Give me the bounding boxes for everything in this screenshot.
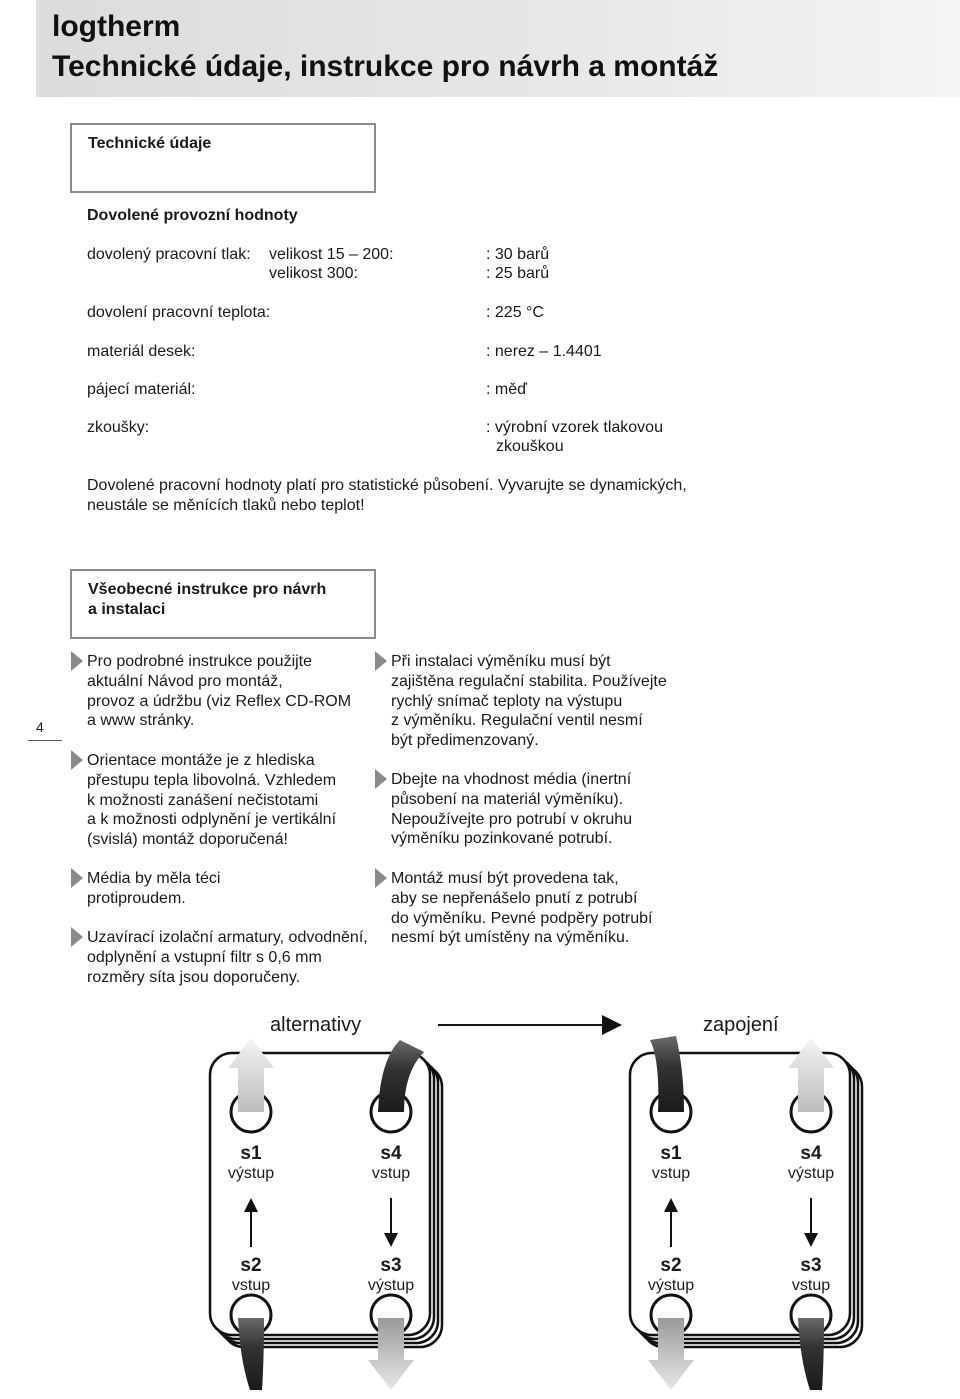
tests-value-2: zkouškou — [496, 438, 564, 455]
line: působení na materiál výměníku). — [391, 790, 624, 808]
port-label: s1 — [660, 1143, 682, 1164]
tech-note-1: Dovolené pracovní hodnoty platí pro statistické působení. Vyvarujte se dynamických, — [87, 477, 687, 494]
line: být předimenzovaný. — [391, 732, 539, 750]
line: zajištěna regulační stabilita. Používejte — [391, 672, 667, 690]
line: nesmí být umístěny na výměníku. — [391, 929, 630, 947]
port-label: s4 — [380, 1143, 402, 1164]
line: rychlý snímač teploty na výstupu — [391, 692, 623, 710]
size1-label: velikost 15 – 200: — [269, 246, 394, 263]
port-s2-left — [211, 1256, 291, 1296]
port-sublabel: výstup — [367, 1277, 415, 1294]
line: Média by měla téci — [87, 870, 221, 887]
line: přestupu tepla libovolná. Vzhledem — [87, 771, 337, 789]
port-sublabel: vstup — [231, 1277, 271, 1294]
exchanger-right — [630, 1036, 862, 1390]
line: aktuální Návod pro montáž, — [87, 672, 283, 690]
tech-subtitle: Dovolené provozní hodnoty — [87, 207, 298, 224]
line: do výměníku. Pevné podpěry potrubí — [391, 909, 653, 927]
line: Dbejte na vhodnost média (inertní — [391, 771, 632, 788]
line: rozměry síta jsou doporučeny. — [87, 968, 301, 986]
port-s1-left — [211, 1144, 291, 1184]
line: Orientace montáže je z hlediska — [87, 752, 315, 769]
port-label: s4 — [800, 1143, 822, 1164]
port-s2-right — [631, 1256, 711, 1296]
port-sublabel: výstup — [647, 1277, 695, 1294]
line: protiproudem. — [87, 889, 186, 907]
plates-value: : nerez – 1.4401 — [486, 343, 602, 360]
port-s1-right — [631, 1144, 711, 1184]
section-title-tech: Technické údaje — [88, 135, 212, 152]
solder-value: : měď — [486, 381, 527, 398]
line: odplynění a vstupní filtr s 0,6 mm — [87, 948, 322, 966]
tests-label: zkoušky: — [87, 419, 150, 436]
line: Montáž musí být provedena tak, — [391, 870, 619, 887]
temp-value: : 225 °C — [486, 304, 544, 321]
port-label: s3 — [380, 1255, 402, 1276]
exchanger-left — [210, 1038, 442, 1390]
line: Uzavírací izolační armatury, odvodnění, — [87, 929, 368, 946]
section-title-general-1: Všeobecné instrukce pro návrh — [88, 581, 327, 598]
line: (svislá) montáž doporučená! — [87, 831, 288, 849]
temp-label: dovolení pracovní teplota: — [87, 304, 271, 321]
line: a k možnosti odplynění je vertikální — [87, 811, 337, 829]
line: Nepoužívejte pro potrubí v okruhu — [391, 810, 633, 828]
size2-value: : 25 barů — [486, 265, 550, 282]
diagram-label-connection: zapojení — [703, 1014, 779, 1036]
port-s3-right — [771, 1256, 851, 1296]
port-sublabel: výstup — [787, 1165, 835, 1182]
port-s3-left — [351, 1256, 431, 1296]
section-title-general-2: a instalaci — [88, 601, 166, 618]
line: Pro podrobné instrukce použijte — [87, 653, 313, 670]
size1-value: : 30 barů — [486, 246, 550, 263]
line: výměníku pozinkované potrubí. — [391, 830, 613, 848]
line: Při instalaci výměníku musí být — [391, 653, 611, 670]
port-label: s2 — [240, 1255, 262, 1276]
line: aby se nepřenášelo pnutí z potrubí — [391, 889, 638, 907]
port-sublabel: vstup — [791, 1277, 831, 1294]
line: a www stránky. — [87, 712, 195, 730]
port-s4-right — [771, 1144, 851, 1184]
line: k možnosti zanášení nečistotami — [87, 791, 319, 809]
port-s4-left — [351, 1144, 431, 1184]
pressure-label: dovolený pracovní tlak: — [87, 246, 251, 263]
port-label: s2 — [660, 1255, 682, 1276]
line: z výměníku. Regulační ventil nesmí — [391, 712, 643, 730]
plates-label: materiál desek: — [87, 343, 196, 360]
port-sublabel: vstup — [651, 1165, 691, 1182]
port-label: s1 — [240, 1143, 262, 1164]
page-number: 4 — [36, 719, 44, 735]
diagram-label-alternatives: alternativy — [270, 1014, 362, 1036]
brand-title: logtherm — [52, 10, 181, 43]
tech-note-2: neustále se měnících tlaků nebo teplot! — [87, 497, 365, 514]
tests-value-1: : výrobní vzorek tlakovou — [486, 419, 663, 436]
page-title: Technické údaje, instrukce pro návrh a montáž — [52, 50, 719, 83]
line: provoz a údržbu (viz Reflex CD-ROM — [87, 692, 352, 710]
port-sublabel: výstup — [227, 1165, 275, 1182]
solder-label: pájecí materiál: — [87, 381, 196, 398]
port-sublabel: vstup — [371, 1165, 411, 1182]
port-label: s3 — [800, 1255, 822, 1276]
size2-label: velikost 300: — [269, 265, 358, 282]
